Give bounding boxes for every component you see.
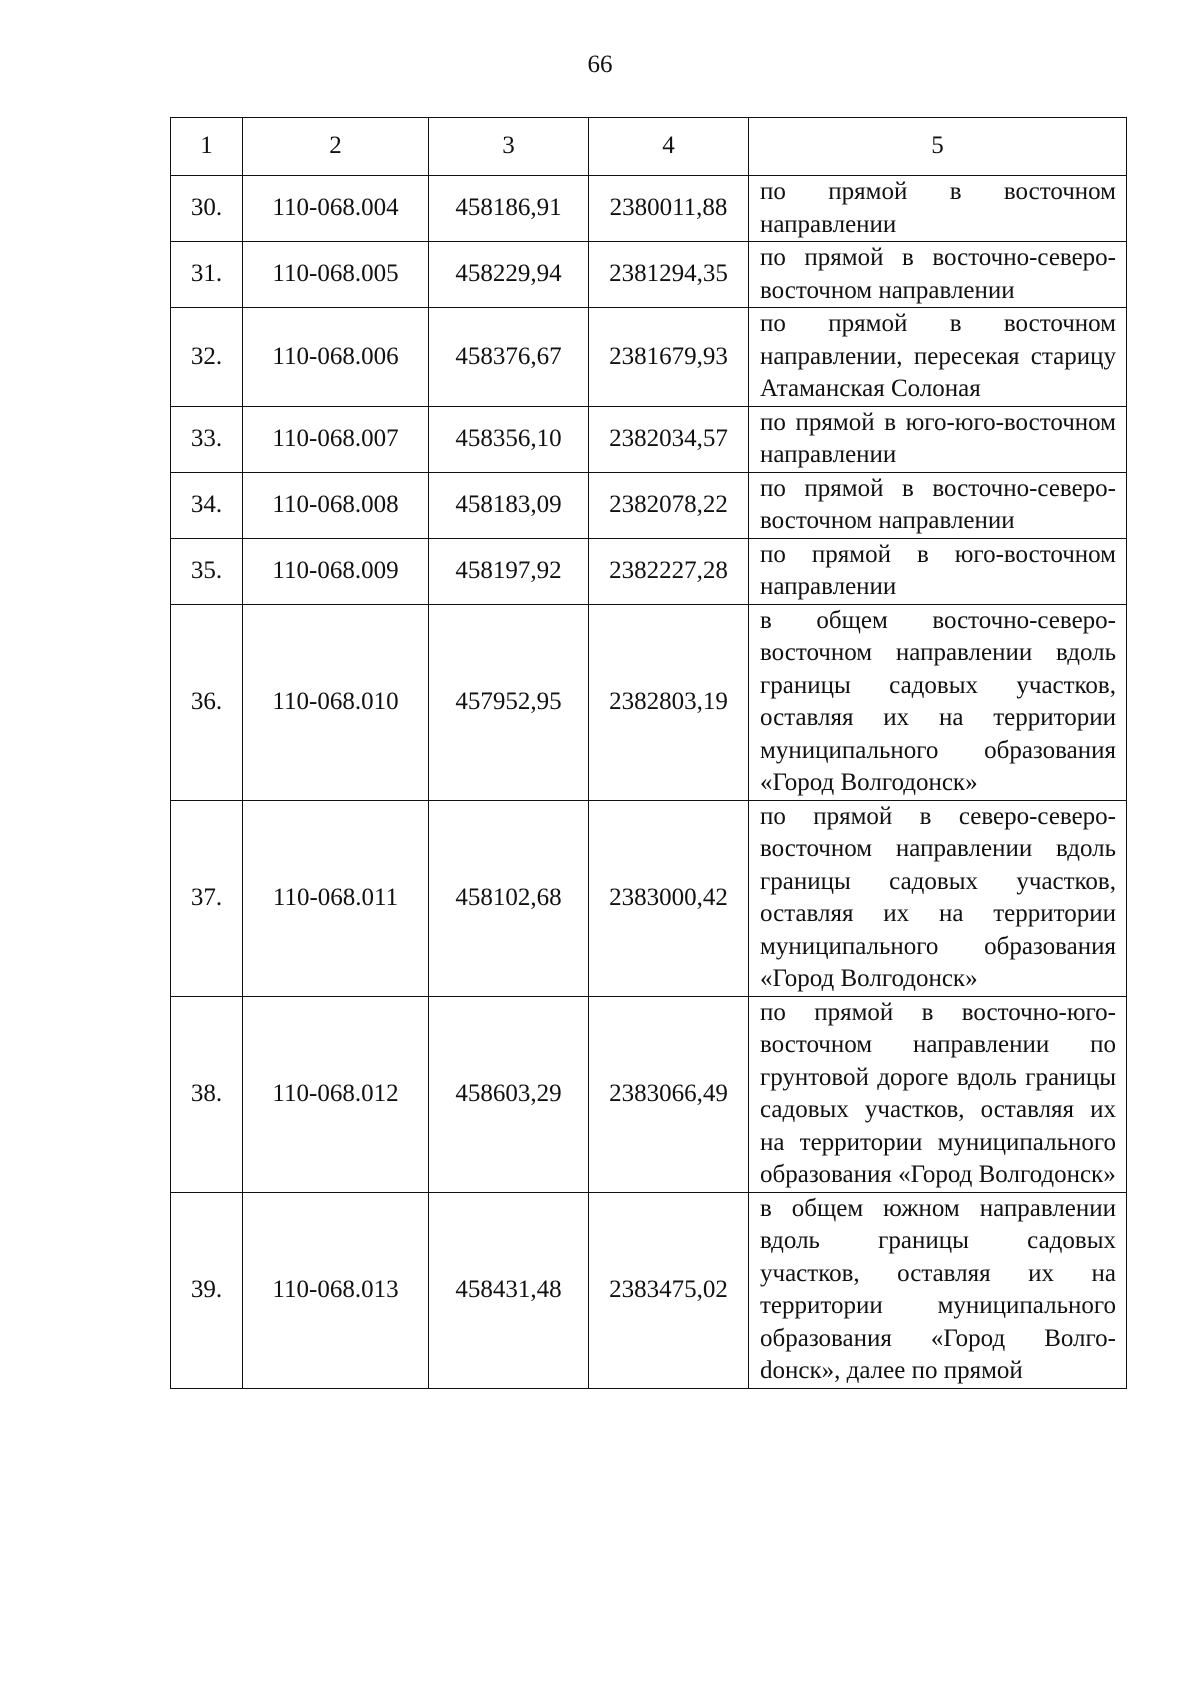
table-row <box>171 406 1127 472</box>
y-coordinate-cell: 2382034,57 <box>589 406 749 472</box>
table-row <box>171 604 1127 800</box>
x-coordinate-cell: 457952,95 <box>429 604 589 800</box>
column-header: 4 <box>589 118 749 176</box>
column-header: 2 <box>243 118 429 176</box>
x-coordinate-cell: 458431,48 <box>429 1192 589 1388</box>
point-code-cell: 110-068.006 <box>243 308 429 407</box>
table-row <box>171 308 1127 407</box>
point-code-cell: 110-068.007 <box>243 406 429 472</box>
boundary-description-cell: в общем восточно-северо-восточном направлении вдоль границы садовых участков, оставляя их на территории муниципального образования «Город Волгодонск» <box>749 604 1127 800</box>
y-coordinate-cell: 2381679,93 <box>589 308 749 407</box>
y-coordinate-cell: 2382078,22 <box>589 472 749 538</box>
point-code-cell: 110-068.013 <box>243 1192 429 1388</box>
table-row <box>171 800 1127 996</box>
y-coordinate-cell: 2383066,49 <box>589 996 749 1192</box>
boundary-description-cell: по прямой в восточном направлении <box>749 176 1127 242</box>
boundary-description-cell: по прямой в восточном направлении, пересекая старицу Атаманская Солоная <box>749 308 1127 407</box>
column-header: 5 <box>749 118 1127 176</box>
point-code-cell: 110-068.012 <box>243 996 429 1192</box>
row-number-cell: 36. <box>171 604 243 800</box>
x-coordinate-cell: 458197,92 <box>429 538 589 604</box>
boundary-description-cell: в общем южном направлении вдоль границы садовых участков, оставляя их на территории муниципального образования «Город Волгоdонск», далее по прямой <box>749 1192 1127 1388</box>
table-row <box>171 538 1127 604</box>
row-number-cell: 35. <box>171 538 243 604</box>
row-number-cell: 34. <box>171 472 243 538</box>
boundary-description-cell: по прямой в юго-юго-восточном направлении <box>749 406 1127 472</box>
x-coordinate-cell: 458603,29 <box>429 996 589 1192</box>
point-code-cell: 110-068.009 <box>243 538 429 604</box>
column-header: 3 <box>429 118 589 176</box>
x-coordinate-cell: 458102,68 <box>429 800 589 996</box>
x-coordinate-cell: 458186,91 <box>429 176 589 242</box>
x-coordinate-cell: 458376,67 <box>429 308 589 407</box>
point-code-cell: 110-068.011 <box>243 800 429 996</box>
table-row <box>171 1192 1127 1388</box>
boundary-description-cell: по прямой в восточно-северо-восточном направлении <box>749 472 1127 538</box>
y-coordinate-cell: 2382227,28 <box>589 538 749 604</box>
y-coordinate-cell: 2383000,42 <box>589 800 749 996</box>
x-coordinate-cell: 458356,10 <box>429 406 589 472</box>
point-code-cell: 110-068.005 <box>243 242 429 308</box>
point-code-cell: 110-068.010 <box>243 604 429 800</box>
row-number-cell: 38. <box>171 996 243 1192</box>
table-row <box>171 472 1127 538</box>
point-code-cell: 110-068.008 <box>243 472 429 538</box>
table-row <box>171 996 1127 1192</box>
row-number-cell: 32. <box>171 308 243 407</box>
coordinates-table <box>170 117 1127 1389</box>
x-coordinate-cell: 458183,09 <box>429 472 589 538</box>
table-body <box>171 176 1127 1389</box>
page-number: 66 <box>587 51 613 78</box>
boundary-description-cell: по прямой в восточно-юго-восточном направлении по грунтовой дороге вдоль границы садовых участков, оставляя их на территории муниципального образования «Город Волгодонск» <box>749 996 1127 1192</box>
boundary-description-cell: по прямой в восточно-северо-восточном направлении <box>749 242 1127 308</box>
point-code-cell: 110-068.004 <box>243 176 429 242</box>
row-number-cell: 39. <box>171 1192 243 1388</box>
table-row <box>171 242 1127 308</box>
boundary-description-cell: по прямой в юго-восточном направлении <box>749 538 1127 604</box>
column-header: 1 <box>171 118 243 176</box>
row-number-cell: 37. <box>171 800 243 996</box>
y-coordinate-cell: 2383475,02 <box>589 1192 749 1388</box>
row-number-cell: 33. <box>171 406 243 472</box>
y-coordinate-cell: 2380011,88 <box>589 176 749 242</box>
y-coordinate-cell: 2381294,35 <box>589 242 749 308</box>
boundary-description-cell: по прямой в северо-северо-восточном направлении вдоль границы садовых участков, оставляя их на территории муниципального образования «Город Волгодонск» <box>749 800 1127 996</box>
x-coordinate-cell: 458229,94 <box>429 242 589 308</box>
table-row <box>171 176 1127 242</box>
y-coordinate-cell: 2382803,19 <box>589 604 749 800</box>
table-header-row <box>171 118 1127 176</box>
row-number-cell: 31. <box>171 242 243 308</box>
row-number-cell: 30. <box>171 176 243 242</box>
